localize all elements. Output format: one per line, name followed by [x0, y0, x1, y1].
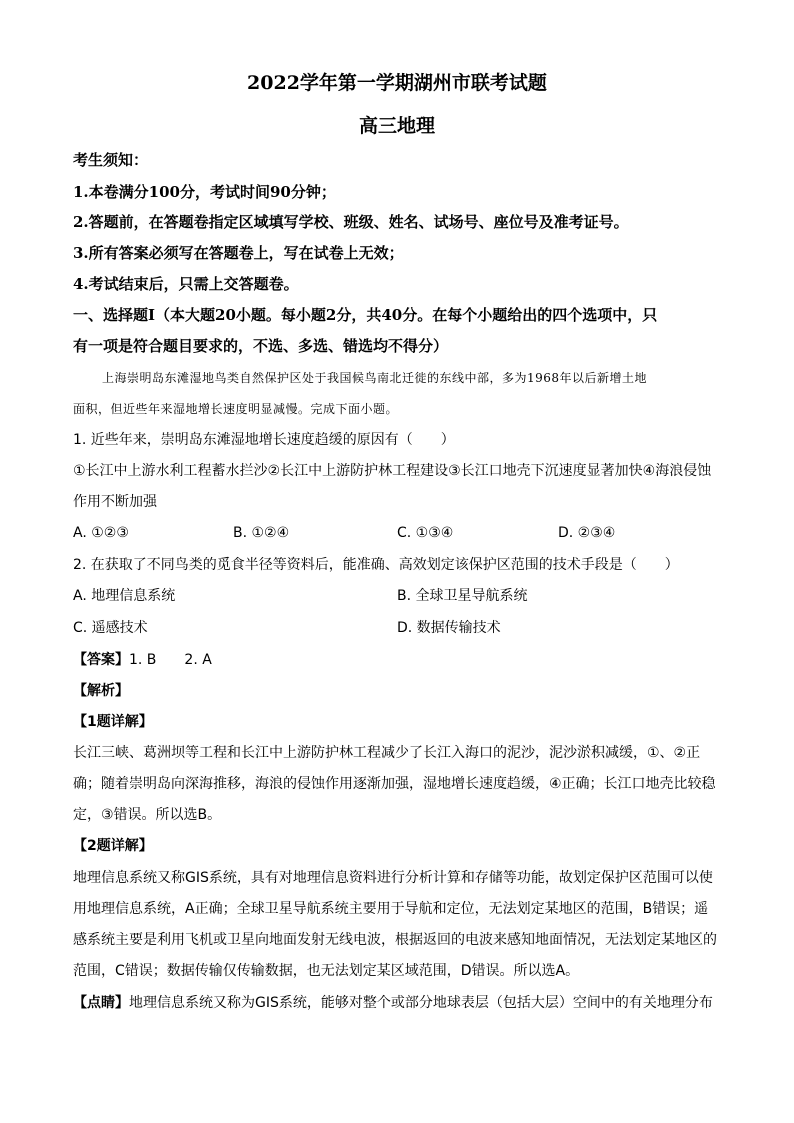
question-1-stem: 1. 近些年来，崇明岛东滩湿地增长速度趋缓的原因有（ ） — [73, 432, 455, 448]
detail-2-label: 【2题详解】 — [73, 838, 153, 854]
passage-line: 面积，但近些年来湿地增长速度明显减慢。完成下面小题。 — [73, 402, 399, 416]
page-title: 2022学年第一学期湖州市联考试题 — [247, 72, 547, 94]
page-subtitle: 高三地理 — [358, 115, 435, 137]
analysis-label: 【解析】 — [73, 683, 129, 699]
notice-heading: 考生须知： — [73, 151, 149, 169]
section-heading: 一、选择题Ⅰ（本大题20小题。每小题2分，共40分。在每个小题给出的四个选项中，只 — [73, 306, 658, 324]
detail-1-line: 长江三峡、葛洲坝等工程和长江中上游防护林工程减少了长江入海口的泥沙，泥沙淤积减缓，①、②正 — [73, 745, 701, 761]
answer-label: 【答案】 — [73, 652, 129, 668]
passage-line: 上海崇明岛东滩湿地鸟类自然保护区处于我国候鸟南北迁徙的东线中部，多为1968年以后新增土地 — [102, 371, 648, 385]
detail-2-line: 用地理信息系统，A正确；全球卫星导航系统主要用于导航和定位，无法划定某地区的范围，B错误；遥 — [73, 901, 709, 917]
notice-item: 2.答题前，在答题卷指定区域填写学校、班级、姓名、试场号、座位号及准考证号。 — [73, 213, 629, 231]
tip-label: 【点睛】 — [73, 995, 129, 1011]
question-2-stem: 2. 在获取了不同鸟类的觅食半径等资料后，能准确、高效划定该保护区范围的技术手段是（ ） — [73, 557, 679, 573]
notice-item: 1.本卷满分100分，考试时间90分钟； — [73, 183, 336, 201]
question-1-statements: ①长江中上游水利工程蓄水拦沙②长江中上游防护林工程建设③长江口地壳下沉速度显著加快④海浪侵蚀 — [73, 463, 712, 479]
question-2-option-b: B. 全球卫星导航系统 — [397, 588, 528, 604]
answer-text: 1. B 2. A — [129, 652, 212, 668]
question-2-option-c: C. 遥感技术 — [73, 620, 148, 636]
detail-2-line: 范围，C错误；数据传输仅传输数据，也无法划定某区域范围，D错误。所以选A。 — [73, 963, 580, 979]
section-heading-cont: 有一项是符合题目要求的，不选、多选、错选均不得分） — [73, 337, 449, 355]
question-1-option-b: B. ①②④ — [233, 525, 290, 541]
notice-item: 4.考试结束后，只需上交答题卷。 — [73, 275, 299, 293]
question-1-option-c: C. ①③④ — [397, 525, 454, 541]
notice-item: 3.所有答案必须写在答题卷上，写在试卷上无效； — [73, 244, 404, 262]
question-1-option-a: A. ①②③ — [73, 525, 129, 541]
question-1-option-d: D. ②③④ — [558, 525, 616, 541]
question-2-option-d: D. 数据传输技术 — [397, 620, 501, 636]
detail-2-line: 地理信息系统又称GIS系统，具有对地理信息资料进行分析计算和存储等功能，故划定保护区范围可以使 — [73, 870, 713, 886]
detail-2-line: 感系统主要是利用飞机或卫星向地面发射无线电波，根据返回的电波来感知地面情况，无法划定某地区的 — [73, 932, 717, 948]
tip-line — [73, 993, 713, 1013]
detail-1-label: 【1题详解】 — [73, 714, 153, 730]
tip-text: 地理信息系统又称为GIS系统，能够对整个或部分地球表层（包括大层）空间中的有关地理分布 — [129, 995, 713, 1011]
detail-1-line: 确；随着崇明岛向深海推移，海浪的侵蚀作用逐渐加强，湿地增长速度趋缓，④正确；长江口地壳比较稳 — [73, 776, 716, 792]
question-1-statements-cont: 作用不断加强 — [73, 494, 157, 510]
answer-line — [73, 650, 212, 670]
detail-1-line: 定，③错误。所以选B。 — [73, 807, 222, 823]
question-2-option-a: A. 地理信息系统 — [73, 588, 176, 604]
